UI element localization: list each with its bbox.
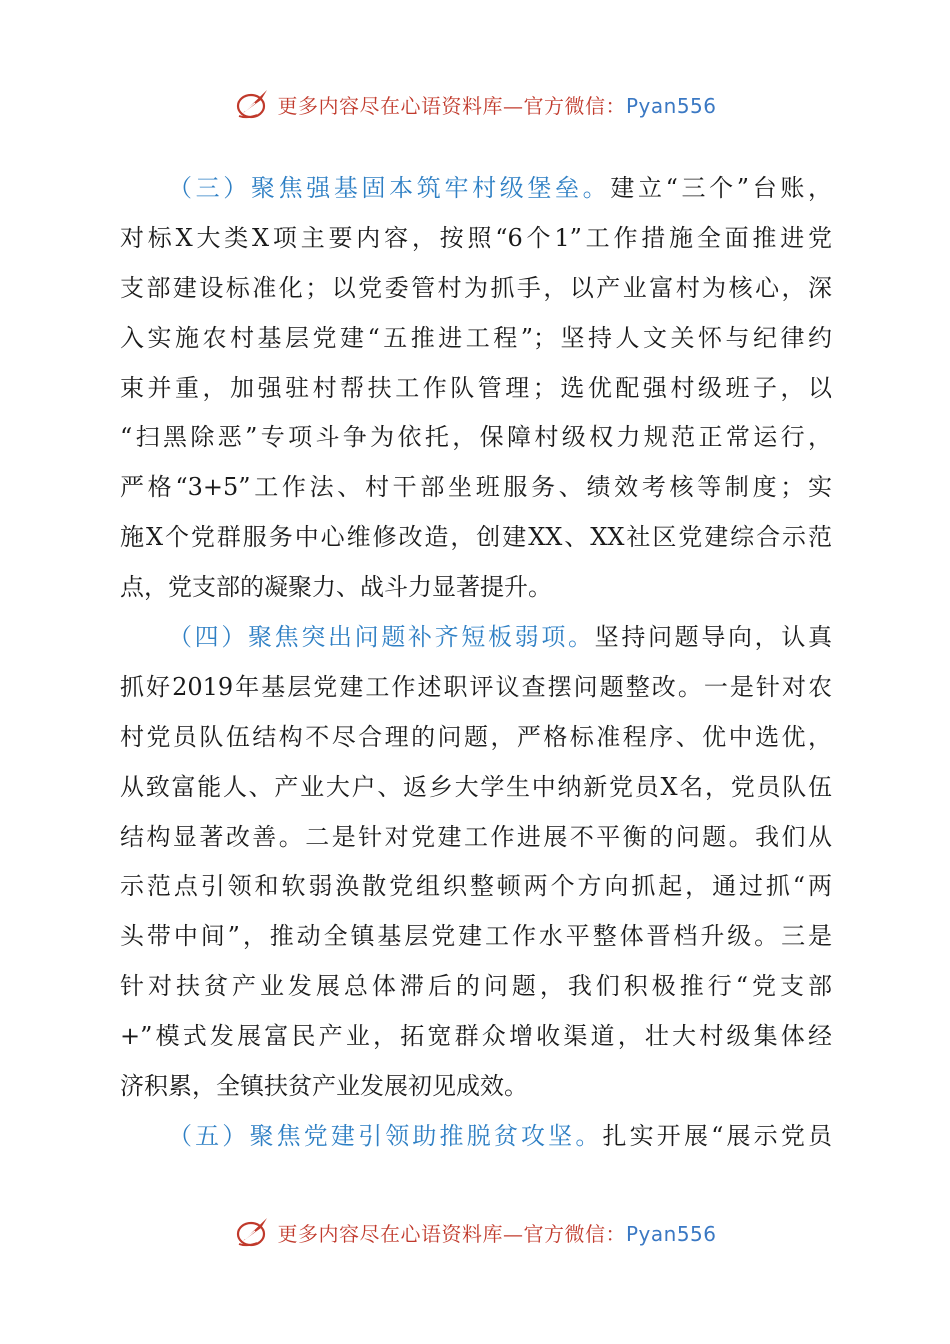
text-line: 束并重，加强驻村帮扶工作队管理；选优配强村级班子，以 (120, 373, 832, 402)
paragraph-3-lead: 建立“三个”台账， (610, 174, 833, 202)
text-line: 结构显著改善。二是针对党建工作进展不平衡的问题。我们从 (120, 822, 832, 851)
watermark-main: 更多内容尽在心语资料库—官方微信： (277, 93, 626, 118)
watermark-header (0, 84, 950, 124)
text-line: 针对扶贫产业发展总体滞后的问题，我们积极推行“党支部 (120, 972, 832, 1001)
section-heading-4: （四）聚焦突出问题补齐短板弱项。 (168, 623, 595, 652)
text-line: 济积累，全镇扶贫产业发展初见成效。 (120, 1072, 528, 1101)
text-line: 抓好2019年基层党建工作述职评议查摆问题整改。一是针对农 (120, 672, 832, 701)
watermark-footer (0, 1212, 950, 1252)
text-line: 头带中间”，推动全镇基层党建工作水平整体晋档升级。三是 (120, 922, 832, 951)
paragraph-5-first-line (120, 1112, 832, 1162)
quill-logo-icon (233, 1214, 273, 1250)
text-line: 点，党支部的凝聚力、战斗力显著提升。 (120, 573, 552, 602)
section-heading-5: （五）聚焦党建引领助推脱贫攻坚。 (168, 1121, 603, 1150)
text-line: 村党员队伍结构不尽合理的问题，严格标准程序、优中选优， (120, 722, 832, 751)
section-heading-3: （三）聚焦强基固本筑牢村级堡垒。 (168, 174, 611, 202)
paragraph-4-lead: 坚持问题导向，认真 (594, 623, 833, 652)
paragraph-3-first-line (120, 164, 832, 214)
document-body (120, 164, 832, 1162)
text-line: 对标X大类X项主要内容，按照“6个1”工作措施全面推进党 (120, 223, 832, 252)
text-line: +”模式发展富民产业，拓宽群众增收渠道，壮大村级集体经 (120, 1022, 832, 1051)
text-line: 支部建设标准化；以党委管村为抓手，以产业富村为核心，深 (120, 273, 832, 302)
text-line: 示范点引领和软弱涣散党组织整顿两个方向抓起，通过抓“两 (120, 872, 832, 901)
watermark-main: 更多内容尽在心语资料库—官方微信： (277, 1221, 626, 1246)
watermark-text (277, 90, 716, 119)
text-line: 从致富能人、产业大户、返乡大学生中纳新党员X名，党员队伍 (120, 772, 832, 801)
paragraph-5-lead: 扎实开展“展示党员 (602, 1121, 832, 1150)
text-line: 入实施农村基层党建“五推进工程”；坚持人文关怀与纪律约 (120, 323, 832, 352)
text-line: 施X个党群服务中心维修改造，创建XX、XX社区党建综合示范 (120, 523, 832, 552)
watermark-text (277, 1218, 716, 1247)
watermark-contact: Pyan556 (625, 1221, 717, 1246)
watermark-contact: Pyan556 (625, 93, 717, 118)
text-line: “扫黑除恶”专项斗争为依托，保障村级权力规范正常运行， (120, 423, 832, 452)
text-line: 严格“3+5”工作法、村干部坐班服务、绩效考核等制度；实 (120, 473, 832, 502)
paragraph-4-first-line (120, 613, 832, 663)
quill-logo-icon (233, 86, 273, 122)
